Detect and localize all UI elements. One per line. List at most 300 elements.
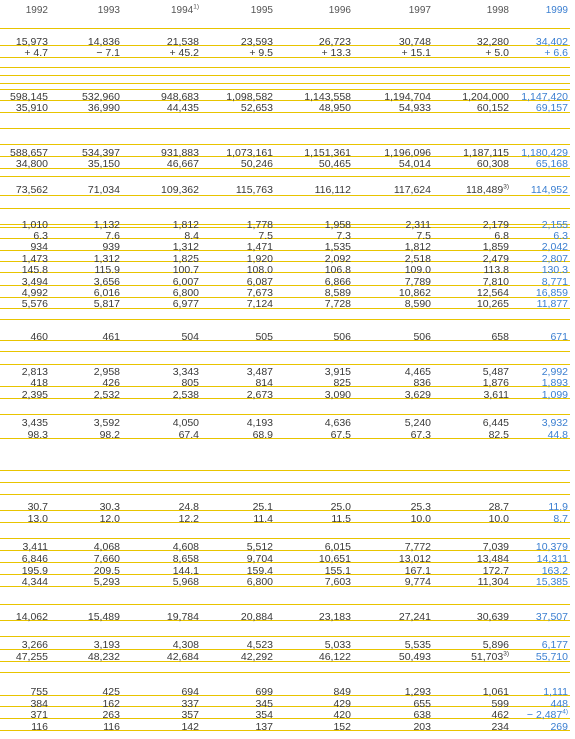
cell-value: 7.5 — [416, 230, 431, 242]
cell-value: 5,293 — [93, 576, 120, 588]
cell-value: 1,812 — [172, 219, 199, 231]
cell-value: 7,603 — [324, 576, 351, 588]
cell — [0, 512, 48, 526]
cell-value: 50,246 — [240, 158, 273, 170]
cell-value: 460 — [30, 331, 48, 343]
cell-value: 426 — [102, 377, 120, 389]
cell-value: 2,479 — [482, 253, 509, 265]
cell-value: 51,703 — [471, 651, 504, 663]
cell-value: 108.0 — [246, 264, 273, 276]
cell-value: 69,157 — [535, 102, 568, 114]
cell-value: 11.4 — [253, 513, 273, 525]
cell-value: 3,656 — [93, 276, 120, 288]
cell — [197, 512, 273, 526]
cell-value: 42,292 — [240, 651, 273, 663]
cell-value: 2,807 — [541, 253, 568, 265]
cell — [273, 4, 351, 18]
cell-value: 506 — [413, 331, 431, 343]
cell-value: 948,683 — [161, 91, 199, 103]
cell-value: 4,636 — [324, 417, 351, 429]
cell-value: 163.2 — [541, 565, 568, 577]
cell — [351, 720, 431, 734]
cell-value: 48,232 — [87, 651, 120, 663]
cell-value: + 6.6 — [544, 47, 568, 59]
cell — [0, 297, 48, 311]
cell-value: 113.8 — [483, 264, 509, 276]
cell — [197, 720, 273, 734]
cell-value: 50,493 — [398, 651, 431, 663]
cell-value: 162 — [102, 698, 120, 710]
cell-value: 263 — [102, 709, 120, 721]
cell-value: 4,068 — [93, 541, 120, 553]
cell — [48, 101, 120, 115]
cell — [273, 297, 351, 311]
cell-value: 23,593 — [240, 36, 273, 48]
cell-value: − 2,487 — [526, 709, 563, 721]
cell-value: 6,016 — [93, 287, 120, 299]
row-rule — [0, 75, 570, 76]
row-rule — [0, 672, 570, 673]
cell-value: 1,920 — [246, 253, 273, 265]
cell — [120, 720, 199, 734]
cell-value: 5,033 — [324, 639, 351, 651]
cell-value: 12.0 — [99, 513, 120, 525]
cell-value: 588,657 — [10, 147, 48, 159]
cell-value: 109.0 — [404, 264, 431, 276]
cell-value: 115,763 — [235, 184, 273, 196]
table-row — [0, 650, 572, 664]
cell — [351, 101, 431, 115]
row-rule — [0, 604, 570, 605]
cell-value: 354 — [255, 709, 273, 721]
cell-value: 425 — [102, 686, 120, 698]
cell-value: 3,343 — [172, 366, 199, 378]
cell-value: 67.5 — [330, 429, 351, 441]
cell-value: 137 — [255, 721, 273, 733]
cell-value: 25.3 — [410, 501, 431, 513]
cell-value: 60,152 — [476, 102, 509, 114]
cell-value: 3,494 — [21, 276, 48, 288]
table-row — [0, 720, 572, 734]
cell-value: 3,266 — [21, 639, 48, 651]
cell-value: 116,112 — [314, 184, 351, 196]
cell-value: 2,538 — [172, 389, 199, 401]
cell-value: 13,012 — [398, 553, 431, 565]
cell-value: 825 — [333, 377, 351, 389]
cell — [48, 428, 120, 442]
cell-value: 4,344 — [21, 576, 48, 588]
cell-value: 116 — [31, 721, 48, 733]
cell-value: 5,240 — [404, 417, 431, 429]
cell-value: 9,774 — [404, 576, 431, 588]
cell-value: 1,876 — [482, 377, 509, 389]
cell-value: 117,624 — [393, 184, 431, 196]
cell-value: 3,592 — [93, 417, 120, 429]
cell-value: 269 — [550, 721, 568, 733]
cell-value: 1,194,704 — [384, 91, 431, 103]
cell — [120, 388, 199, 402]
table-row — [0, 330, 572, 344]
cell-value: 357 — [181, 709, 199, 721]
cell-value: 7,124 — [246, 298, 273, 310]
header-row — [0, 4, 572, 18]
cell — [351, 610, 431, 624]
cell-value: 1,180,429 — [521, 147, 568, 159]
cell-value: 23,183 — [318, 611, 351, 623]
cell — [197, 388, 273, 402]
cell-value: 9,704 — [246, 553, 273, 565]
cell-value: 534,397 — [82, 147, 120, 159]
cell-value: 5,968 — [172, 576, 199, 588]
cell-value: 2,155 — [541, 219, 568, 231]
cell-value: 1,143,558 — [304, 91, 351, 103]
cell-value: 8,589 — [324, 287, 351, 299]
cell-highlight — [506, 512, 568, 526]
cell-value: 1,010 — [21, 219, 48, 231]
cell-value: 155.1 — [324, 565, 351, 577]
cell-value: 100.7 — [172, 264, 199, 276]
cell-value: 48,950 — [318, 102, 351, 114]
cell-value: 203 — [413, 721, 431, 733]
cell-value: 2,813 — [21, 366, 48, 378]
cell-value: 1997 — [408, 5, 431, 16]
cell — [431, 428, 509, 442]
cell-value: 46,667 — [166, 158, 199, 170]
cell-value: 7,772 — [404, 541, 431, 553]
cell — [351, 330, 431, 344]
cell-value: 1,151,361 — [304, 147, 351, 159]
cell — [0, 157, 48, 171]
cell — [48, 388, 120, 402]
cell — [351, 46, 431, 60]
cell-value: 671 — [550, 331, 568, 343]
cell — [273, 512, 351, 526]
cell-value: 30,639 — [476, 611, 509, 623]
cell — [48, 720, 120, 734]
cell-highlight — [506, 101, 568, 115]
cell-value: 142 — [181, 721, 199, 733]
cell-value: 10,862 — [398, 287, 431, 299]
cell — [197, 183, 273, 197]
cell-value: 71,034 — [87, 184, 120, 196]
cell-value: 5,512 — [246, 541, 273, 553]
cell — [120, 428, 199, 442]
cell-value: 429 — [333, 698, 351, 710]
table-row — [0, 101, 572, 115]
cell-value: 10,379 — [535, 541, 568, 553]
cell — [431, 512, 509, 526]
cell-value: 37,507 — [535, 611, 568, 623]
cell-value: 209.5 — [93, 565, 120, 577]
cell-value: 195.9 — [21, 565, 48, 577]
cell — [48, 46, 120, 60]
cell-value: 461 — [102, 331, 120, 343]
footnote-marker: 1) — [193, 3, 199, 11]
cell — [431, 575, 509, 589]
cell — [351, 650, 431, 664]
cell-value: 1995 — [250, 5, 273, 16]
cell — [197, 428, 273, 442]
cell — [120, 157, 199, 171]
cell-value: 6,977 — [172, 298, 199, 310]
cell — [431, 46, 509, 60]
table-row — [0, 428, 572, 442]
cell — [431, 388, 509, 402]
cell — [197, 297, 273, 311]
cell-value: 7,810 — [482, 276, 509, 288]
row-rule — [0, 176, 570, 177]
cell-value: 345 — [255, 698, 273, 710]
cell-value: 1,196,096 — [384, 147, 431, 159]
row-rule — [0, 83, 570, 84]
cell-value: 1,778 — [246, 219, 273, 231]
cell-value: 10.0 — [488, 513, 509, 525]
cell-value: 6.3 — [553, 230, 568, 242]
cell-value: 4,050 — [172, 417, 199, 429]
cell-value: 7,789 — [404, 276, 431, 288]
cell-value: 159.4 — [246, 565, 273, 577]
cell-value: 3,629 — [404, 389, 431, 401]
cell-value: 44,435 — [166, 102, 199, 114]
cell-value: 26,723 — [318, 36, 351, 48]
cell-value: 152 — [333, 721, 351, 733]
cell-value: 67.3 — [410, 429, 431, 441]
cell-value: 3,611 — [483, 389, 509, 401]
cell-value: 1,187,115 — [463, 147, 509, 159]
cell — [431, 157, 509, 171]
cell-value: 21,538 — [166, 36, 199, 48]
cell-value: 16,859 — [535, 287, 568, 299]
cell-value: 98.3 — [27, 429, 48, 441]
cell-value: 30.3 — [99, 501, 120, 513]
cell-value: 5,817 — [93, 298, 120, 310]
row-rule — [0, 351, 570, 352]
cell-value: 1,073,161 — [226, 147, 273, 159]
cell-value: 931,883 — [161, 147, 199, 159]
cell-value: 30.7 — [27, 501, 48, 513]
cell-value: 15,973 — [15, 36, 48, 48]
cell — [0, 46, 48, 60]
cell — [120, 650, 199, 664]
cell-value: 34,800 — [15, 158, 48, 170]
row-rule — [0, 470, 570, 471]
cell — [48, 297, 120, 311]
cell-value: 3,193 — [93, 639, 120, 651]
cell-value: 30,748 — [398, 36, 431, 48]
cell-value: 6,087 — [246, 276, 273, 288]
cell-value: 11,877 — [536, 298, 568, 310]
cell-value: 337 — [181, 698, 199, 710]
table-row — [0, 388, 572, 402]
table-row — [0, 183, 572, 197]
cell-value: 3,411 — [22, 541, 48, 553]
cell-value: 1993 — [97, 5, 120, 16]
cell — [273, 183, 351, 197]
row-rule — [0, 128, 570, 129]
table-row — [0, 575, 572, 589]
cell — [120, 575, 199, 589]
cell — [351, 388, 431, 402]
cell — [431, 4, 509, 18]
cell-value: 6,177 — [541, 639, 568, 651]
cell-value: 1,132 — [93, 219, 120, 231]
cell — [431, 330, 509, 344]
cell — [120, 4, 199, 18]
cell-value: 115.9 — [94, 264, 120, 276]
cell-value: 699 — [255, 686, 273, 698]
cell — [351, 157, 431, 171]
cell-value: 3,932 — [541, 417, 568, 429]
cell-value: 5,535 — [404, 639, 431, 651]
cell-value: 28.7 — [488, 501, 509, 513]
cell-value: 1,111 — [543, 686, 568, 698]
cell-value: 598,145 — [10, 91, 48, 103]
cell-value: 19,784 — [166, 611, 199, 623]
cell-value: 35,150 — [87, 158, 120, 170]
cell-value: 116 — [103, 721, 120, 733]
cell-value: 8.4 — [184, 230, 199, 242]
cell — [273, 650, 351, 664]
cell-value: 1,147,420 — [521, 91, 568, 103]
cell — [48, 157, 120, 171]
row-rule — [0, 67, 570, 68]
cell-value: 6,800 — [172, 287, 199, 299]
cell-value: 2,311 — [405, 219, 431, 231]
cell — [120, 101, 199, 115]
cell — [48, 650, 120, 664]
cell-value: + 13.3 — [321, 47, 351, 59]
cell — [431, 720, 509, 734]
cell-value: 14,836 — [87, 36, 120, 48]
cell-value: 934 — [30, 241, 48, 253]
cell — [431, 101, 509, 115]
cell-value: 4,523 — [246, 639, 273, 651]
cell — [120, 610, 199, 624]
cell-value: 11,304 — [477, 576, 509, 588]
cell — [197, 650, 273, 664]
cell-value: 505 — [255, 331, 273, 343]
cell-value: 1,859 — [482, 241, 509, 253]
cell-value: 55,710 — [535, 651, 568, 663]
cell-value: 98.2 — [99, 429, 120, 441]
cell-value: 2,958 — [93, 366, 120, 378]
cell-value: 6.8 — [494, 230, 509, 242]
cell-value: 12,564 — [476, 287, 509, 299]
cell — [273, 46, 351, 60]
cell-highlight — [506, 330, 568, 344]
cell-value: 7.3 — [336, 230, 351, 242]
cell-value: 4,193 — [246, 417, 273, 429]
cell-value: 36,990 — [87, 102, 120, 114]
cell-value: 1996 — [328, 5, 351, 16]
cell-value: + 15.1 — [401, 47, 431, 59]
table-row — [0, 512, 572, 526]
cell-value: 1,825 — [172, 253, 199, 265]
cell-highlight — [506, 575, 568, 589]
cell-value: 532,960 — [82, 91, 120, 103]
cell-highlight — [506, 4, 568, 18]
cell-value: 939 — [102, 241, 120, 253]
cell-value: 418 — [30, 377, 48, 389]
cell — [197, 610, 273, 624]
cell-value: 14,062 — [15, 611, 48, 623]
cell-value: 1994 — [170, 5, 194, 16]
cell-value: 11.5 — [331, 513, 351, 525]
cell-value: 1,812 — [404, 241, 431, 253]
cell-value: 8,590 — [404, 298, 431, 310]
cell-value: 2,179 — [482, 219, 509, 231]
cell — [197, 575, 273, 589]
cell-value: 7,673 — [246, 287, 273, 299]
cell-value: 755 — [30, 686, 48, 698]
cell — [273, 575, 351, 589]
cell-value: 5,487 — [482, 366, 509, 378]
cell — [48, 330, 120, 344]
cell — [351, 183, 431, 197]
cell-value: 3,090 — [324, 389, 351, 401]
cell — [0, 575, 48, 589]
table-row — [0, 46, 572, 60]
cell-value: 6,445 — [482, 417, 509, 429]
cell-value: 15,385 — [535, 576, 568, 588]
cell-value: 145.8 — [21, 264, 48, 276]
cell-value: 52,653 — [240, 102, 273, 114]
cell-value: 24.8 — [178, 501, 199, 513]
cell-value: 599 — [491, 698, 509, 710]
cell-value: 73,562 — [15, 184, 48, 196]
cell-value: 27,241 — [398, 611, 431, 623]
cell-value: 2,532 — [93, 389, 120, 401]
cell-value: 4,992 — [21, 287, 48, 299]
cell — [197, 46, 273, 60]
cell-value: 10.0 — [410, 513, 431, 525]
cell-value: 506 — [333, 331, 351, 343]
cell-value: 2,518 — [404, 253, 431, 265]
cell-value: 10,651 — [318, 553, 351, 565]
cell-value: 60,308 — [476, 158, 509, 170]
cell-value: 849 — [333, 686, 351, 698]
cell-value: 130.3 — [541, 264, 568, 276]
cell-value: 65,168 — [535, 158, 568, 170]
cell-value: 68.9 — [252, 429, 273, 441]
row-rule — [0, 482, 570, 483]
cell-value: 4,608 — [172, 541, 199, 553]
cell-value: 12.2 — [178, 513, 199, 525]
cell-value: 371 — [30, 709, 48, 721]
cell-value: 1,098,582 — [226, 91, 273, 103]
table-row — [0, 157, 572, 171]
cell-value: 25.1 — [252, 501, 273, 513]
cell-value: 1992 — [25, 5, 48, 16]
table-row — [0, 297, 572, 311]
cell-highlight — [506, 428, 568, 442]
cell — [48, 4, 120, 18]
cell-value: 448 — [550, 698, 568, 710]
row-rule — [0, 208, 570, 209]
cell-value: 44.8 — [547, 429, 568, 441]
cell — [273, 720, 351, 734]
cell-value: 1999 — [545, 5, 568, 16]
cell-value: 20,884 — [240, 611, 273, 623]
cell — [431, 610, 509, 624]
cell-value: 1998 — [486, 5, 509, 16]
footnote-marker: 3) — [503, 650, 509, 658]
cell-value: 54,014 — [398, 158, 431, 170]
cell-value: 67.4 — [178, 429, 199, 441]
cell-value: 1,473 — [21, 253, 48, 265]
row-rule — [0, 319, 570, 320]
cell-value: 1,099 — [541, 389, 568, 401]
